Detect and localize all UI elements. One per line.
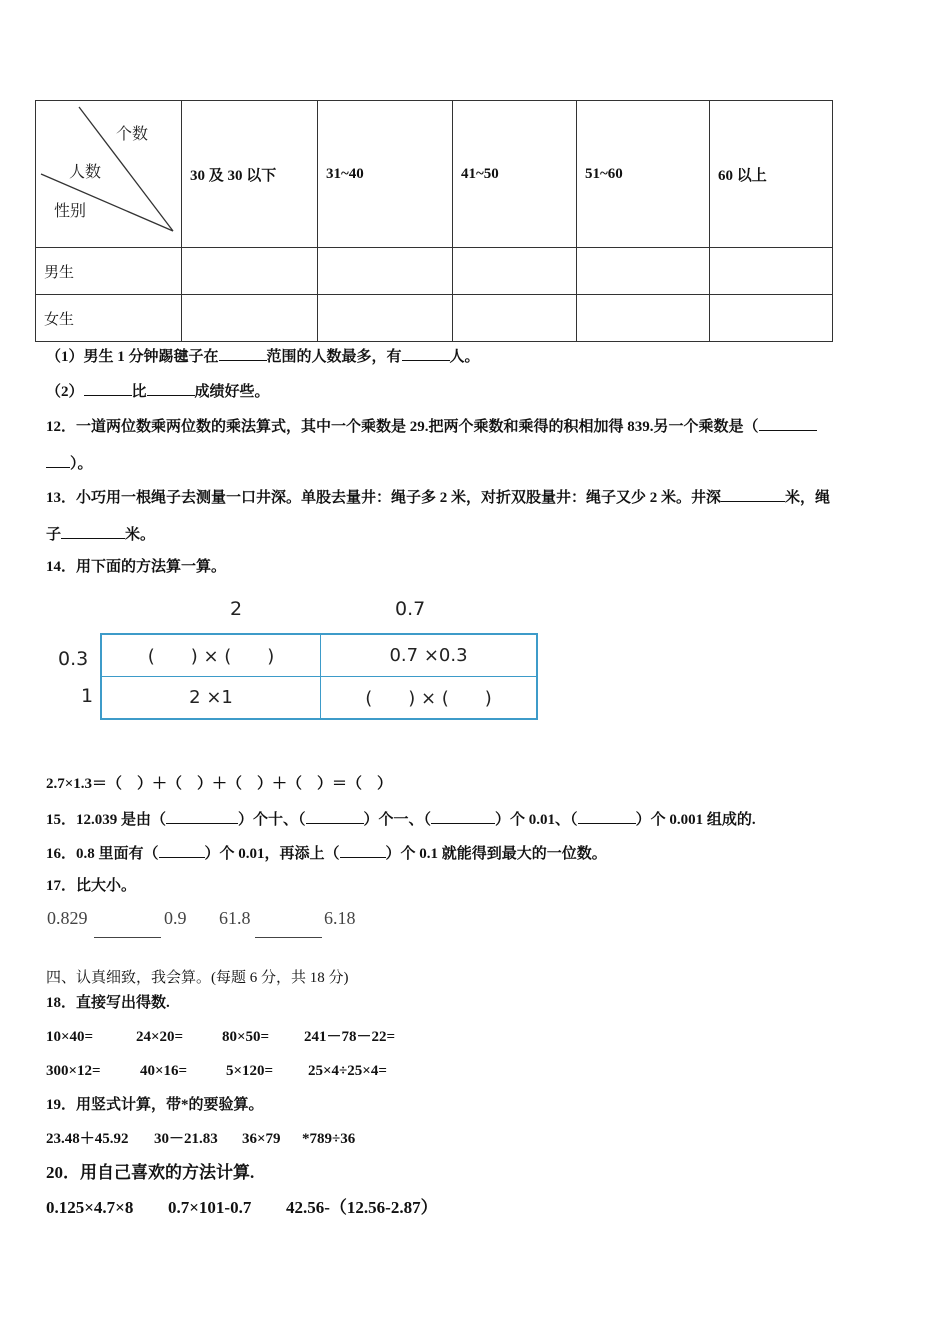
- answer-blank[interactable]: [306, 809, 364, 824]
- q18-item: 40×16=: [140, 1063, 188, 1079]
- q18-item: 24×20=: [136, 1029, 184, 1045]
- table-cell[interactable]: [453, 295, 577, 342]
- row-label: 0.3: [58, 648, 89, 670]
- q15: 15．12.039 是由（ ）个十、（ ）个一、（ ）个 0.01、（ ）个 0.001 组成的.: [46, 809, 756, 829]
- table-cell[interactable]: [710, 248, 833, 295]
- answer-blank[interactable]: [84, 381, 132, 396]
- answer-blank[interactable]: [46, 453, 70, 468]
- answer-blank[interactable]: [147, 381, 195, 396]
- q19-item: *789÷36: [302, 1131, 356, 1147]
- row-label: 女生: [36, 295, 182, 342]
- area-grid: [100, 633, 538, 720]
- q20-title: 20．用自己喜欢的方法计算.: [46, 1163, 255, 1182]
- q18-item: 300×12=: [46, 1063, 101, 1079]
- q19-item: 36×79: [242, 1131, 281, 1147]
- answer-blank[interactable]: [159, 843, 205, 858]
- column-header: 30 及 30 以下: [182, 101, 318, 248]
- table-cell[interactable]: [577, 295, 710, 342]
- table-cell[interactable]: [453, 248, 577, 295]
- compare-left-value: 61.8: [219, 908, 251, 928]
- column-header: 31~40: [318, 101, 453, 248]
- diagonal-lines-icon: [36, 101, 181, 248]
- kick-shuttlecock-stats-table: [35, 100, 833, 342]
- q19-title: 19．用竖式计算，带*的要验算。: [46, 1097, 264, 1113]
- compare-blank[interactable]: [94, 937, 161, 938]
- answer-blank[interactable]: [61, 524, 125, 539]
- area-model-diagram: [50, 595, 550, 725]
- q12-line1: 12．一道两位数乘两位数的乘法算式，其中一个乘数是 29.把两个乘数和乘得的积相加得 839.另一个乘数是（: [46, 416, 817, 436]
- q18-item: 10×40=: [46, 1029, 94, 1045]
- table-cell[interactable]: [710, 295, 833, 342]
- answer-blank[interactable]: [340, 843, 386, 858]
- compare-blank[interactable]: [255, 937, 322, 938]
- q14-equation: 2.7×1.3＝（ ）＋（ ）＋（ ）＋（ ）＝（ ）: [46, 776, 393, 792]
- answer-blank[interactable]: [402, 346, 450, 361]
- table-row: [36, 248, 833, 295]
- header-people-label: 人数: [69, 162, 102, 181]
- q17-title: 17．比大小。: [46, 878, 137, 894]
- compare-right-value: 0.9: [164, 908, 187, 928]
- q18-item: 25×4÷25×4=: [308, 1063, 387, 1079]
- column-header: 41~50: [453, 101, 577, 248]
- q19-item: 23.48＋45.92: [46, 1131, 129, 1147]
- table-cell[interactable]: [577, 248, 710, 295]
- compare-right-value: 6.18: [324, 908, 356, 928]
- q13-line2: 子 米。: [46, 524, 155, 544]
- answer-blank[interactable]: [578, 809, 636, 824]
- answer-blank[interactable]: [219, 346, 267, 361]
- q16: 16．0.8 里面有（ ）个 0.01，再添上（ ）个 0.1 就能得到最大的一位数。: [46, 843, 607, 863]
- table-cell[interactable]: [182, 248, 318, 295]
- table-cell[interactable]: [318, 295, 453, 342]
- diagonal-header-cell: [36, 101, 182, 248]
- q18-item: 5×120=: [226, 1063, 274, 1079]
- header-count-label: 个数: [116, 124, 149, 143]
- q20-item: 0.125×4.7×8: [46, 1198, 134, 1217]
- col-label: 2: [230, 598, 243, 620]
- answer-blank[interactable]: [721, 487, 785, 502]
- q11-part2: （2） 比 成绩好些。: [46, 381, 270, 401]
- area-cell[interactable]: ( ) × ( ): [365, 688, 492, 710]
- q18-item: 241－78－22=: [304, 1029, 396, 1045]
- header-gender-label: 性别: [54, 201, 87, 220]
- q20-item: 42.56-（12.56-2.87）: [286, 1198, 438, 1217]
- q19-item: 30－21.83: [154, 1131, 218, 1147]
- area-cell: 2 ×1: [102, 677, 321, 719]
- column-header: 60 以上: [710, 101, 833, 248]
- section-title: 四、认真细致，我会算。(每题 6 分，共 18 分): [46, 970, 349, 986]
- q13-line1: 13．小巧用一根绳子去测量一口井深。单股去量井：绳子多 2 米，对折双股量井：绳子又少 2 米。井深 米，绳: [46, 487, 830, 507]
- column-header: 51~60: [577, 101, 710, 248]
- compare-left-value: 0.829: [47, 908, 88, 928]
- col-label: 0.7: [395, 598, 426, 620]
- area-cell[interactable]: ( ) × ( ): [102, 635, 321, 677]
- table-cell[interactable]: [318, 248, 453, 295]
- answer-blank[interactable]: [431, 809, 495, 824]
- table-cell[interactable]: [182, 295, 318, 342]
- table-row: [36, 295, 833, 342]
- row-label: 1: [81, 685, 94, 707]
- q11-part1: （1）男生 1 分钟踢毽子在 范围的人数最多，有 人。: [46, 346, 480, 366]
- q12-line2: ）。: [46, 453, 93, 473]
- q18-title: 18．直接写出得数.: [46, 995, 170, 1011]
- answer-blank[interactable]: [166, 809, 238, 824]
- q14-title: 14．用下面的方法算一算。: [46, 559, 227, 575]
- q18-item: 80×50=: [222, 1029, 270, 1045]
- answer-blank[interactable]: [759, 416, 817, 431]
- area-cell: 0.7 ×0.3: [321, 635, 536, 677]
- row-label: 男生: [36, 248, 182, 295]
- q20-item: 0.7×101-0.7: [168, 1198, 252, 1217]
